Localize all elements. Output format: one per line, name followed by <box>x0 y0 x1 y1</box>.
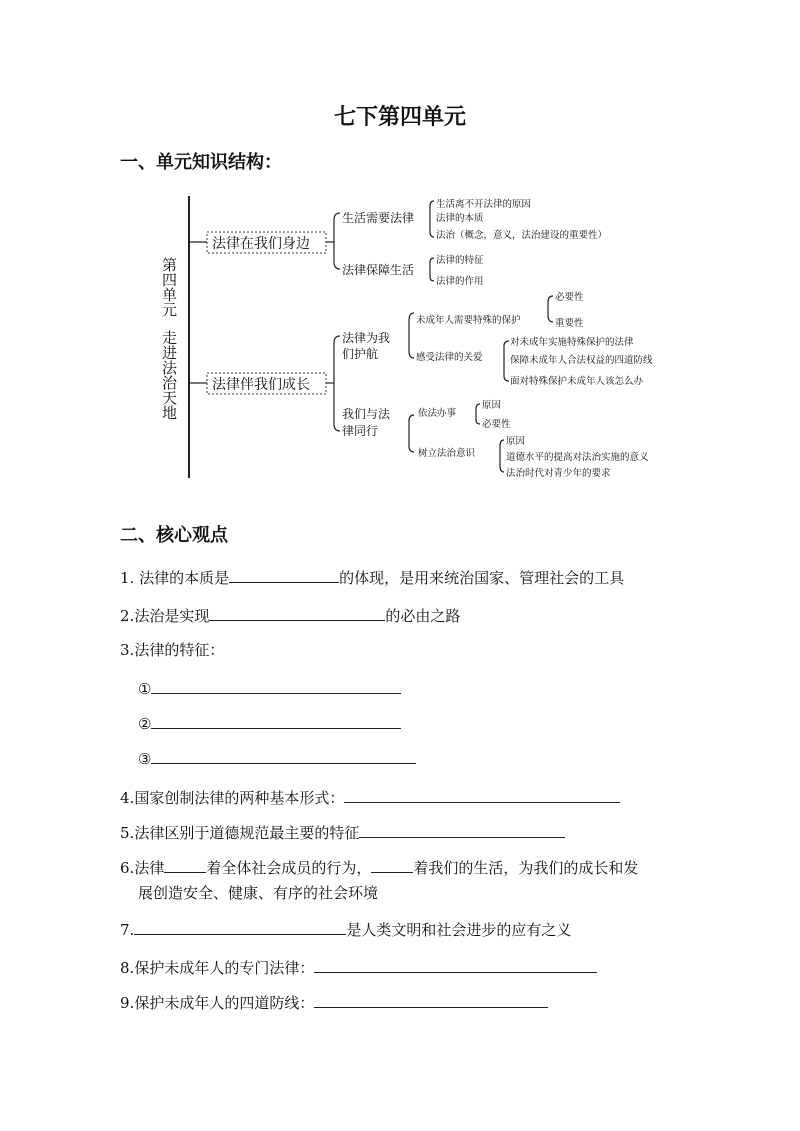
branch2-sub2-child1-item: 必要性 <box>482 419 511 430</box>
root-label-col1: 第四单元 <box>160 257 178 317</box>
question-8 <box>120 955 597 979</box>
branch2-label: 法律伴我们成长 <box>212 377 310 393</box>
question-7 <box>120 917 571 941</box>
branch2-sub2-child2-label: 树立法治意识 <box>418 448 476 459</box>
question-text: 法律的本质是 <box>134 569 230 587</box>
item-marker: ② <box>138 715 152 733</box>
answer-blank[interactable] <box>151 711 401 729</box>
question-text: 国家创制法律的两种基本形式： <box>134 789 345 807</box>
branch2-sub2-label-line2: 律同行 <box>342 424 379 438</box>
question-6 <box>120 855 638 879</box>
question-text: 的必由之路 <box>385 607 461 625</box>
answer-blank[interactable] <box>314 955 597 973</box>
section-heading-structure: 一、单元知识结构： <box>120 152 282 173</box>
item-marker: ① <box>138 680 152 698</box>
question-2 <box>120 603 460 627</box>
branch1-sub1-item: 生活离不开法律的原因 <box>436 199 532 210</box>
answer-blank[interactable] <box>151 676 401 694</box>
branch2-sub1-child1-item: 必要性 <box>555 292 584 303</box>
question-text: 展创造安全、健康、有序的社会环境 <box>138 884 379 902</box>
page-title: 七下第四单元 <box>333 105 466 130</box>
answer-blank[interactable] <box>209 603 385 621</box>
branch2-sub1-label-line2: 们护航 <box>342 347 379 361</box>
answer-blank[interactable] <box>371 855 413 873</box>
branch1-sub2-item: 法律的特征 <box>436 255 484 266</box>
question-1 <box>120 565 624 589</box>
question-number: 2. <box>120 607 135 625</box>
branch1-label: 法律在我们身边 <box>212 236 310 252</box>
answer-blank[interactable] <box>344 785 620 803</box>
question-3-item-1 <box>138 676 401 700</box>
question-text: 法治是实现 <box>134 607 210 625</box>
branch2-sub2-child1-item: 原因 <box>482 400 502 411</box>
question-3 <box>120 639 224 661</box>
item-marker: ③ <box>138 750 152 768</box>
branch2-sub2-child2-item: 道德水平的提高对法治实施的意义 <box>506 452 649 463</box>
question-text: 保护未成年人的四道防线： <box>134 994 315 1012</box>
question-text: 法律的特征： <box>134 641 225 659</box>
question-text: 的体现，是用来统治国家、管理社会的工具 <box>339 569 625 587</box>
question-3-item-2 <box>138 711 401 735</box>
branch1-sub1-item: 法律的本质 <box>436 213 484 224</box>
question-number: 6. <box>120 859 135 877</box>
branch2-sub1-label-line1: 法律为我 <box>342 331 391 345</box>
branch2-sub2-child1-label: 依法办事 <box>418 408 457 419</box>
question-6-continued <box>138 882 378 904</box>
question-text: 着我们的生活，为我们的成长和发 <box>413 859 639 877</box>
knowledge-structure-diagram <box>0 0 800 500</box>
answer-blank[interactable] <box>151 746 416 764</box>
question-number: 3. <box>120 641 135 659</box>
question-text: 法律区别于道德规范最主要的特征 <box>134 824 360 842</box>
question-number: 4. <box>120 789 135 807</box>
question-number: 5. <box>120 824 135 842</box>
root-label <box>160 257 178 420</box>
question-text: 着全体社会成员的行为， <box>206 859 372 877</box>
branch1-sub2-item: 法律的作用 <box>436 276 484 287</box>
branch2-sub2-child2-item: 原因 <box>506 436 526 447</box>
root-label-col2: 走进法治天地 <box>160 330 178 420</box>
question-text: 法律 <box>134 859 165 877</box>
answer-blank[interactable] <box>164 855 206 873</box>
branch2-sub1-child2-item: 面对特殊保护未成年人该怎么办 <box>510 376 644 387</box>
branch2-sub2-child2-item: 法治时代对青少年的要求 <box>506 468 611 479</box>
question-4 <box>120 785 620 809</box>
question-text: 保护未成年人的专门法律： <box>134 959 315 977</box>
answer-blank[interactable] <box>314 990 548 1008</box>
branch2-sub1-child2-label: 感受法律的关爱 <box>416 352 483 363</box>
branch2-sub1-child2-item: 对未成年实施特殊保护的法律 <box>510 337 634 348</box>
branch2-sub1-child1-label: 未成年人需要特殊的保护 <box>416 315 521 326</box>
branch2-sub1-child1-item: 重要性 <box>555 318 584 329</box>
question-text: 是人类文明和社会进步的应有之义 <box>346 921 572 939</box>
question-number: 1. <box>120 569 135 587</box>
question-number: 9. <box>120 994 135 1012</box>
answer-blank[interactable] <box>229 565 339 583</box>
branch1-sub1-item: 法治（概念，意义，法治建设的重要性） <box>436 230 608 241</box>
section-heading-core: 二、核心观点 <box>120 525 228 546</box>
branch2-sub1-child2-item: 保障未成年人合法权益的四道防线 <box>510 355 653 366</box>
question-number: 7. <box>120 921 135 939</box>
question-3-item-3 <box>138 746 416 770</box>
answer-blank[interactable] <box>359 820 565 838</box>
answer-blank[interactable] <box>134 917 346 935</box>
question-9 <box>120 990 548 1014</box>
branch1-sub2-label: 法律保障生活 <box>342 263 415 277</box>
branch1-sub1-label: 生活需要法律 <box>342 211 415 225</box>
question-5 <box>120 820 565 844</box>
question-number: 8. <box>120 959 135 977</box>
branch2-sub2-label-line1: 我们与法 <box>342 407 391 421</box>
